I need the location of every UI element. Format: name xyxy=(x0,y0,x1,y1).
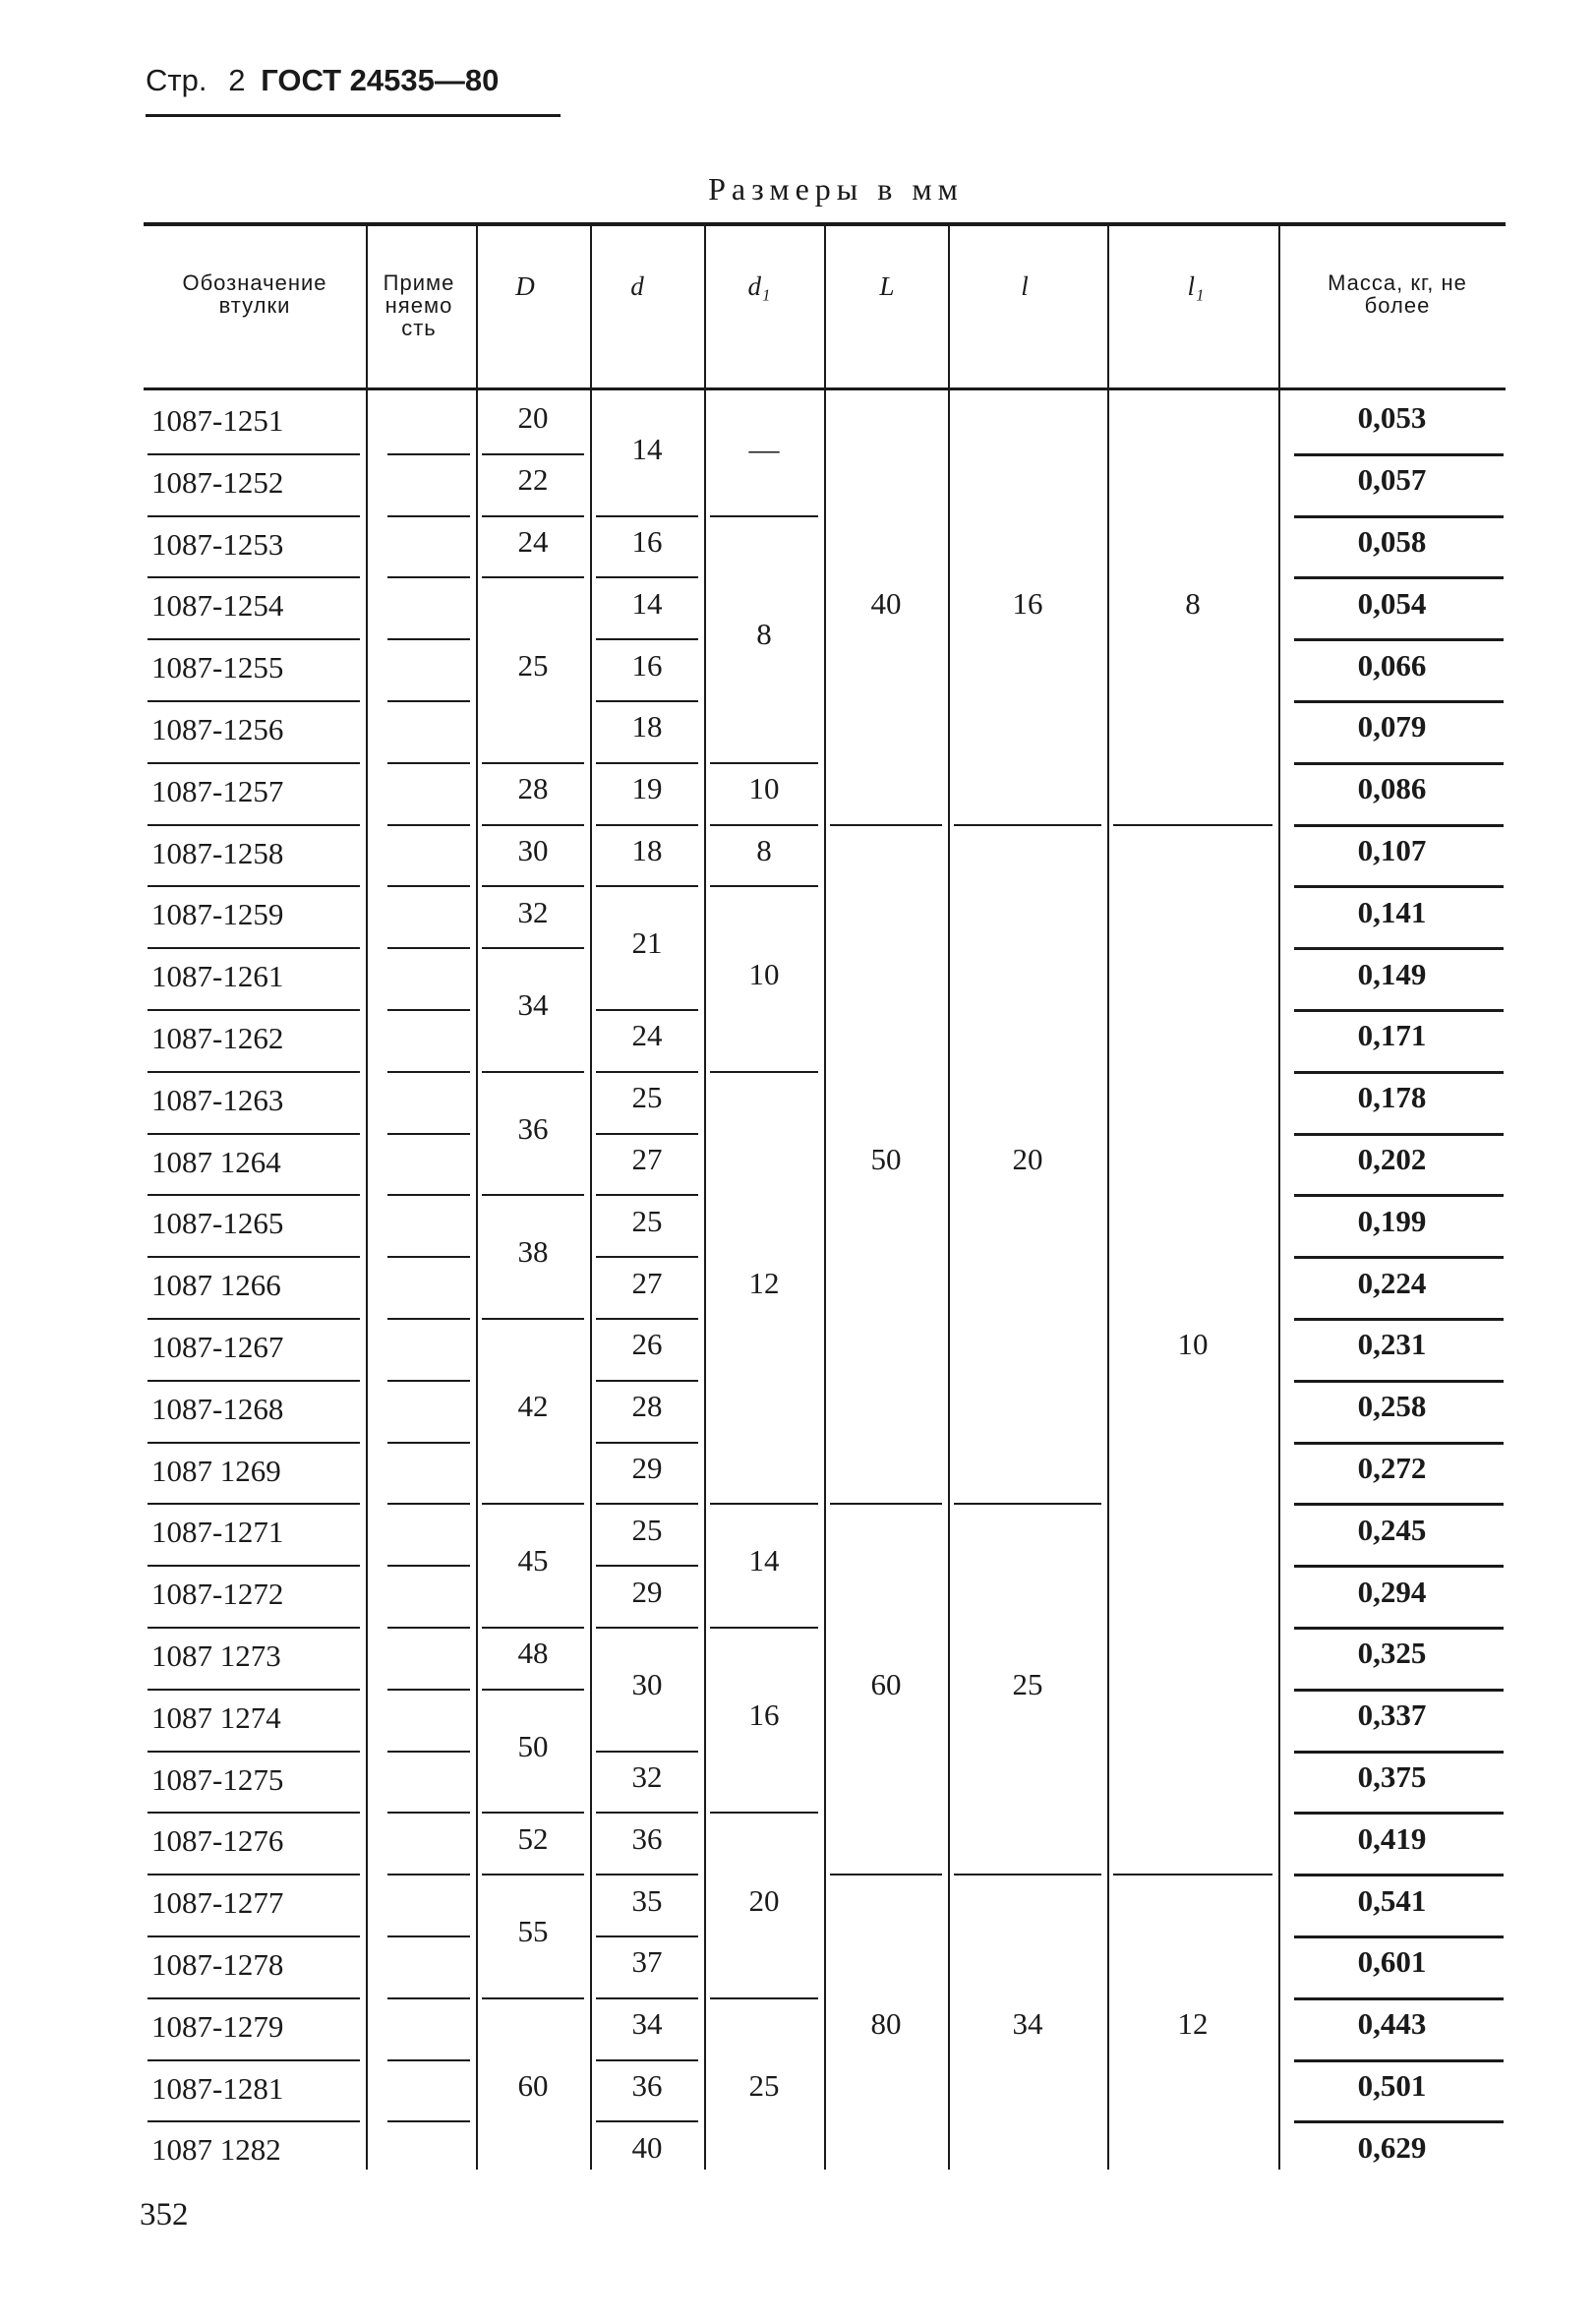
row-rule xyxy=(1113,824,1272,826)
table-row-mass: 0,541 xyxy=(1357,1882,1427,1918)
cell-d: 35 xyxy=(631,1882,663,1918)
cell-d1: 8 xyxy=(756,833,772,867)
row-rule xyxy=(1294,1503,1504,1506)
row-rule xyxy=(387,2059,470,2061)
cell-L: 80 xyxy=(870,2006,902,2042)
table-row-designation: 1087-1257 xyxy=(151,773,284,808)
row-rule xyxy=(482,824,584,826)
row-rule xyxy=(596,885,698,887)
cell-D: 20 xyxy=(517,400,549,436)
cell-d: 34 xyxy=(631,2006,663,2042)
row-rule xyxy=(954,1874,1101,1875)
row-rule xyxy=(1294,453,1504,456)
row-rule xyxy=(1294,576,1504,579)
table-row-designation: 1087-1251 xyxy=(151,403,284,438)
table-row-mass: 0,178 xyxy=(1357,1080,1427,1115)
row-rule xyxy=(596,1874,698,1875)
cell-d1: 14 xyxy=(748,1543,780,1578)
row-rule xyxy=(148,700,360,702)
cell-D: 38 xyxy=(517,1234,549,1270)
cell-l1: 10 xyxy=(1177,1327,1209,1362)
cell-d: 30 xyxy=(631,1666,663,1701)
page-header xyxy=(146,63,499,98)
cell-D: 52 xyxy=(517,1820,549,1856)
row-rule xyxy=(482,1503,584,1505)
table-row-designation: 1087-1256 xyxy=(151,712,284,746)
table-row-mass: 0,419 xyxy=(1357,1820,1427,1856)
row-rule xyxy=(596,700,698,702)
row-rule xyxy=(1294,762,1504,765)
cell-d1: — xyxy=(748,431,780,466)
cell-d1: 8 xyxy=(756,617,772,652)
row-rule xyxy=(148,824,360,826)
row-rule xyxy=(148,1380,360,1382)
cell-d: 29 xyxy=(631,1451,663,1485)
cell-d: 16 xyxy=(631,524,663,559)
page-number: 352 xyxy=(140,2197,189,2233)
cell-L: 40 xyxy=(870,585,902,621)
cell-D: 24 xyxy=(517,524,549,559)
cell-d: 37 xyxy=(631,1944,663,1980)
row-rule xyxy=(148,1442,360,1444)
table-row-mass: 0,054 xyxy=(1357,585,1427,621)
row-rule xyxy=(482,1318,584,1320)
row-rule xyxy=(482,1071,584,1073)
table-row-designation: 1087-1253 xyxy=(151,526,284,562)
table-row-designation: 1087-1254 xyxy=(151,588,284,624)
row-rule xyxy=(710,1071,818,1073)
cell-d: 36 xyxy=(631,2068,663,2103)
row-rule xyxy=(387,1503,470,1505)
row-rule xyxy=(148,638,360,640)
row-rule xyxy=(482,885,584,887)
table-row-mass: 0,053 xyxy=(1357,400,1427,436)
row-rule xyxy=(387,885,470,887)
row-rule xyxy=(148,1751,360,1753)
row-rule xyxy=(596,1997,698,1999)
table-row-designation: 1087-1275 xyxy=(151,1761,284,1797)
row-rule xyxy=(1294,1874,1504,1876)
cell-D: 25 xyxy=(517,647,549,683)
row-rule xyxy=(387,1256,470,1258)
row-rule xyxy=(1294,1133,1504,1136)
row-rule xyxy=(387,1751,470,1753)
header-L: L xyxy=(879,271,895,301)
row-rule xyxy=(596,2059,698,2061)
row-rule xyxy=(482,515,584,517)
table-row-mass: 0,325 xyxy=(1357,1636,1427,1671)
table-row-mass: 0,079 xyxy=(1357,709,1427,744)
cell-d: 28 xyxy=(631,1389,663,1424)
row-rule xyxy=(387,515,470,517)
header-D: D xyxy=(515,271,535,301)
table-row-designation: 1087-1267 xyxy=(151,1330,284,1364)
cell-d1: 20 xyxy=(748,1882,780,1918)
cell-d: 16 xyxy=(631,647,663,683)
table-row-mass: 0,258 xyxy=(1357,1389,1427,1424)
row-rule xyxy=(596,1935,698,1937)
cell-d: 18 xyxy=(631,833,663,867)
header-l: l xyxy=(1021,271,1029,301)
row-rule xyxy=(387,453,470,455)
cell-l1: 12 xyxy=(1177,2006,1209,2042)
cell-d: 32 xyxy=(631,1759,663,1794)
table-row-mass: 0,629 xyxy=(1357,2129,1427,2165)
row-rule xyxy=(148,2120,360,2122)
row-rule xyxy=(596,1751,698,1753)
row-rule xyxy=(387,1133,470,1135)
row-rule xyxy=(387,1935,470,1937)
row-rule xyxy=(387,638,470,640)
row-rule xyxy=(148,576,360,578)
row-rule xyxy=(596,576,698,578)
row-rule xyxy=(1294,1627,1504,1630)
row-rule xyxy=(148,1009,360,1011)
table-row-mass: 0,141 xyxy=(1357,894,1427,929)
row-rule xyxy=(148,1874,360,1875)
table-row-designation: 1087-1263 xyxy=(151,1082,284,1117)
table-row-designation: 1087-1281 xyxy=(151,2070,284,2106)
table-row-designation: 1087 1282 xyxy=(151,2132,281,2168)
header-designation: Обозначение втулки xyxy=(182,270,327,318)
row-rule xyxy=(387,1442,470,1444)
table-row-designation: 1087-1278 xyxy=(151,1947,284,1982)
row-rule xyxy=(148,1133,360,1135)
page-index: 2 xyxy=(228,63,246,97)
row-rule xyxy=(1294,2059,1504,2062)
row-rule xyxy=(596,1565,698,1567)
row-rule xyxy=(830,1503,942,1505)
cell-L: 60 xyxy=(870,1666,902,1701)
column-divider xyxy=(1107,226,1109,2170)
row-rule xyxy=(1294,1751,1504,1754)
header-underline xyxy=(146,114,561,117)
row-rule xyxy=(954,1503,1101,1505)
column-divider xyxy=(366,226,368,2170)
table-row-designation: 1087-1259 xyxy=(151,897,284,932)
row-rule xyxy=(482,453,584,455)
row-rule xyxy=(830,1874,942,1875)
row-rule xyxy=(1294,1565,1504,1568)
row-rule xyxy=(596,1442,698,1444)
header-applicability: Применяемость xyxy=(383,270,455,340)
row-rule xyxy=(596,1503,698,1505)
table-row-designation: 1087-1279 xyxy=(151,2008,284,2044)
table-row-mass: 0,086 xyxy=(1357,771,1427,806)
cell-D: 36 xyxy=(517,1110,549,1146)
row-rule xyxy=(710,1997,818,1999)
header-mass: Масса, кг, не более xyxy=(1328,270,1467,318)
table-row-mass: 0,501 xyxy=(1357,2068,1427,2103)
dimensions-table xyxy=(144,222,1506,2170)
page-prefix: Стр. xyxy=(146,63,207,97)
row-rule xyxy=(148,885,360,887)
row-rule xyxy=(387,700,470,702)
row-rule xyxy=(482,947,584,949)
table-row-mass: 0,272 xyxy=(1357,1451,1427,1485)
table-row-mass: 0,171 xyxy=(1357,1018,1427,1053)
cell-D: 55 xyxy=(517,1914,549,1948)
row-rule xyxy=(1294,1194,1504,1197)
cell-d: 24 xyxy=(631,1018,663,1053)
column-divider xyxy=(704,226,706,2170)
row-rule xyxy=(387,1009,470,1011)
table-row-mass: 0,199 xyxy=(1357,1203,1427,1238)
row-rule xyxy=(1294,1071,1504,1074)
row-rule xyxy=(148,2059,360,2061)
table-row-designation: 1087-1271 xyxy=(151,1515,284,1550)
table-row-designation: 1087-1277 xyxy=(151,1885,284,1921)
table-row-mass: 0,149 xyxy=(1357,956,1427,991)
row-rule xyxy=(148,1935,360,1937)
cell-d: 27 xyxy=(631,1265,663,1300)
cell-d: 25 xyxy=(631,1203,663,1238)
row-rule xyxy=(387,2120,470,2122)
cell-D: 42 xyxy=(517,1389,549,1424)
row-rule xyxy=(387,1194,470,1196)
cell-l: 20 xyxy=(1012,1142,1043,1176)
cell-d: 29 xyxy=(631,1574,663,1609)
row-rule xyxy=(596,2120,698,2122)
row-rule xyxy=(148,1256,360,1258)
row-rule xyxy=(148,1997,360,1999)
row-rule xyxy=(596,1627,698,1629)
table-row-designation: 1087-1265 xyxy=(151,1206,284,1241)
row-rule xyxy=(596,1812,698,1814)
row-rule xyxy=(710,1627,818,1629)
table-row-designation: 1087-1268 xyxy=(151,1391,284,1426)
row-rule xyxy=(1294,2120,1504,2123)
cell-l1: 8 xyxy=(1185,585,1201,621)
table-row-mass: 0,601 xyxy=(1357,1944,1427,1980)
cell-D: 48 xyxy=(517,1636,549,1671)
table-row-mass: 0,058 xyxy=(1357,524,1427,559)
table-row-mass: 0,245 xyxy=(1357,1512,1427,1547)
row-rule xyxy=(387,762,470,764)
cell-D: 22 xyxy=(517,462,549,498)
row-rule xyxy=(596,638,698,640)
table-row-designation: 1087 1266 xyxy=(151,1268,281,1303)
cell-d: 25 xyxy=(631,1080,663,1115)
row-rule xyxy=(482,1812,584,1814)
cell-d: 36 xyxy=(631,1820,663,1856)
cell-l: 25 xyxy=(1012,1666,1043,1701)
row-rule xyxy=(1294,1812,1504,1815)
cell-d: 27 xyxy=(631,1142,663,1176)
table-row-designation: 1087-1272 xyxy=(151,1577,284,1612)
table-row-designation: 1087-1262 xyxy=(151,1021,284,1055)
table-row-mass: 0,107 xyxy=(1357,833,1427,867)
row-rule xyxy=(387,1071,470,1073)
table-row-designation: 1087-1252 xyxy=(151,464,284,500)
header-d1: d₁ xyxy=(747,271,771,301)
row-rule xyxy=(148,1318,360,1320)
row-rule xyxy=(1294,1442,1504,1445)
table-row-designation: 1087-1255 xyxy=(151,650,284,685)
header-d: d xyxy=(630,271,644,301)
row-rule xyxy=(148,1194,360,1196)
row-rule xyxy=(710,824,818,826)
row-rule xyxy=(387,576,470,578)
table-row-designation: 1087-1276 xyxy=(151,1823,284,1859)
cell-D: 34 xyxy=(517,987,549,1022)
row-rule xyxy=(387,1997,470,1999)
row-rule xyxy=(482,1997,584,1999)
row-rule xyxy=(710,762,818,764)
table-row-designation: 1087 1264 xyxy=(151,1144,281,1179)
row-rule xyxy=(1113,1874,1272,1875)
row-rule xyxy=(596,1133,698,1135)
row-rule xyxy=(1294,1256,1504,1259)
cell-D: 30 xyxy=(517,833,549,867)
row-rule xyxy=(482,1689,584,1691)
table-row-mass: 0,057 xyxy=(1357,462,1427,498)
row-rule xyxy=(387,824,470,826)
cell-d: 14 xyxy=(631,431,663,466)
row-rule xyxy=(1294,824,1504,827)
table-row-mass: 0,375 xyxy=(1357,1759,1427,1794)
row-rule xyxy=(387,1812,470,1814)
row-rule xyxy=(482,762,584,764)
table-row-designation: 1087 1269 xyxy=(151,1453,281,1488)
cell-D: 45 xyxy=(517,1543,549,1578)
row-rule xyxy=(148,1689,360,1691)
row-rule xyxy=(596,824,698,826)
cell-d1: 10 xyxy=(748,956,780,991)
table-row-mass: 0,224 xyxy=(1357,1265,1427,1300)
row-rule xyxy=(596,515,698,517)
row-rule xyxy=(596,1071,698,1073)
row-rule xyxy=(148,1812,360,1814)
cell-d1: 25 xyxy=(748,2068,780,2103)
cell-d: 19 xyxy=(631,771,663,806)
cell-D: 32 xyxy=(517,894,549,929)
row-rule xyxy=(596,1380,698,1382)
table-row-mass: 0,443 xyxy=(1357,2006,1427,2042)
row-rule xyxy=(1294,1689,1504,1692)
row-rule xyxy=(482,1627,584,1629)
row-rule xyxy=(1294,1318,1504,1321)
cell-L: 50 xyxy=(870,1142,902,1176)
column-divider xyxy=(1278,226,1280,2170)
table-row-designation: 1087-1258 xyxy=(151,835,284,870)
row-rule xyxy=(710,885,818,887)
column-divider xyxy=(824,226,826,2170)
row-rule xyxy=(148,762,360,764)
cell-d1: 16 xyxy=(748,1697,780,1733)
row-rule xyxy=(148,453,360,455)
cell-d1: 12 xyxy=(748,1265,780,1300)
row-rule xyxy=(1294,700,1504,703)
table-row-mass: 0,202 xyxy=(1357,1142,1427,1176)
cell-d: 25 xyxy=(631,1512,663,1547)
cell-d1: 10 xyxy=(748,771,780,806)
table-row-designation: 1087 1273 xyxy=(151,1638,281,1673)
row-rule xyxy=(596,1318,698,1320)
row-rule xyxy=(710,1812,818,1814)
row-rule xyxy=(1294,1380,1504,1383)
row-rule xyxy=(1294,1935,1504,1938)
table-caption: Размеры в мм xyxy=(708,171,964,207)
row-rule xyxy=(148,1503,360,1505)
row-rule xyxy=(387,1689,470,1691)
row-rule xyxy=(148,1565,360,1567)
row-rule xyxy=(710,1503,818,1505)
row-rule xyxy=(148,1071,360,1073)
row-rule xyxy=(387,947,470,949)
cell-l: 34 xyxy=(1012,2006,1043,2042)
cell-d: 26 xyxy=(631,1327,663,1362)
cell-D: 50 xyxy=(517,1728,549,1763)
column-divider xyxy=(948,226,950,2170)
row-rule xyxy=(387,1874,470,1875)
row-rule xyxy=(148,947,360,949)
row-rule xyxy=(1294,1009,1504,1012)
cell-d: 18 xyxy=(631,709,663,744)
row-rule xyxy=(387,1565,470,1567)
standard-number: ГОСТ 24535—80 xyxy=(261,63,500,97)
row-rule xyxy=(596,1194,698,1196)
column-divider xyxy=(476,226,478,2170)
row-rule xyxy=(1294,947,1504,950)
row-rule xyxy=(954,824,1101,826)
row-rule xyxy=(1294,515,1504,518)
row-rule xyxy=(710,515,818,517)
cell-D: 60 xyxy=(517,2068,549,2103)
cell-D: 28 xyxy=(517,771,549,806)
row-rule xyxy=(482,1194,584,1196)
row-rule xyxy=(830,824,942,826)
table-row-designation: 1087 1274 xyxy=(151,1699,281,1735)
row-rule xyxy=(148,515,360,517)
table-row-mass: 0,294 xyxy=(1357,1574,1427,1609)
header-l1: l₁ xyxy=(1187,271,1205,301)
table-row-mass: 0,337 xyxy=(1357,1697,1427,1733)
table-row-mass: 0,231 xyxy=(1357,1327,1427,1362)
row-rule xyxy=(482,1874,584,1875)
row-rule xyxy=(596,1256,698,1258)
column-divider xyxy=(590,226,592,2170)
row-rule xyxy=(1294,638,1504,641)
row-rule xyxy=(596,762,698,764)
cell-l: 16 xyxy=(1012,585,1043,621)
table-row-designation: 1087-1261 xyxy=(151,959,284,994)
cell-d: 14 xyxy=(631,585,663,621)
table-row-mass: 0,066 xyxy=(1357,647,1427,683)
row-rule xyxy=(482,576,584,578)
row-rule xyxy=(1294,1997,1504,2000)
row-rule xyxy=(387,1318,470,1320)
cell-d: 21 xyxy=(631,925,663,961)
cell-d: 40 xyxy=(631,2129,663,2165)
row-rule xyxy=(596,1009,698,1011)
row-rule xyxy=(148,1627,360,1629)
row-rule xyxy=(387,1380,470,1382)
row-rule xyxy=(387,1627,470,1629)
row-rule xyxy=(1294,885,1504,888)
